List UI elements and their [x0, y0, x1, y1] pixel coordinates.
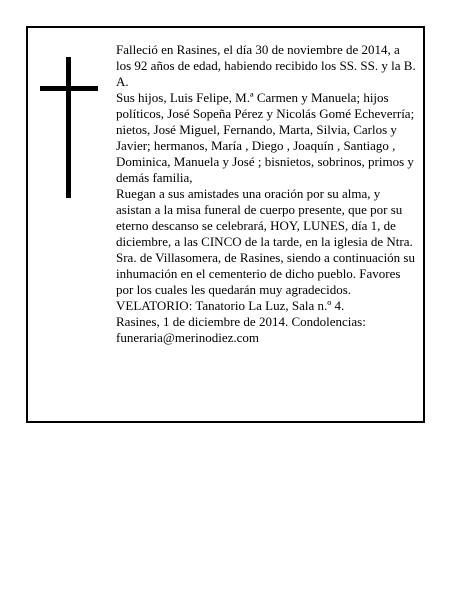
date-and-contact: Rasines, 1 de diciembre de 2014. Condolencias: funeraria@merinodiez.com [116, 314, 366, 345]
cross-vertical-bar [66, 57, 71, 198]
obituary-text [116, 42, 416, 346]
cross-icon [40, 57, 98, 198]
obituary-notice [26, 26, 425, 423]
cross-horizontal-bar [40, 86, 98, 91]
death-announcement: Falleció en Rasines, el día 30 de noviembre de 2014, a los 92 años de edad, habiendo recibido los SS. SS. y la B. A. [116, 42, 416, 89]
funeral-details: Ruegan a sus amistades una oración por su alma, y asistan a la misa funeral de cuerpo presente, que por su eterno descanso se celebrará, HOY, LUNES, día 1, de diciembre, a las CINCO de la tarde, en la iglesia de Ntra. Sra. de Villasomera, de Rasines, siendo a continuación su inhumación en el cementerio de dicho pueblo. Favores por los cuales les quedarán muy agradecidos. VELATORIO: Tanatorio La Luz, Sala n.º 4. [116, 186, 415, 313]
family-list: Sus hijos, Luis Felipe, M.ª Carmen y Manuela; hijos políticos, José Sopeña Pérez y Nicolás Gomé Echeverría; nietos, José Miguel, Fernando, Marta, Silvia, Carlos y Javier; hermanos, María , Diego , Joaquín , Santiago , Dominica, Manuela y José ; bisnietos, sobrinos, primos y demás familia, [116, 90, 415, 185]
